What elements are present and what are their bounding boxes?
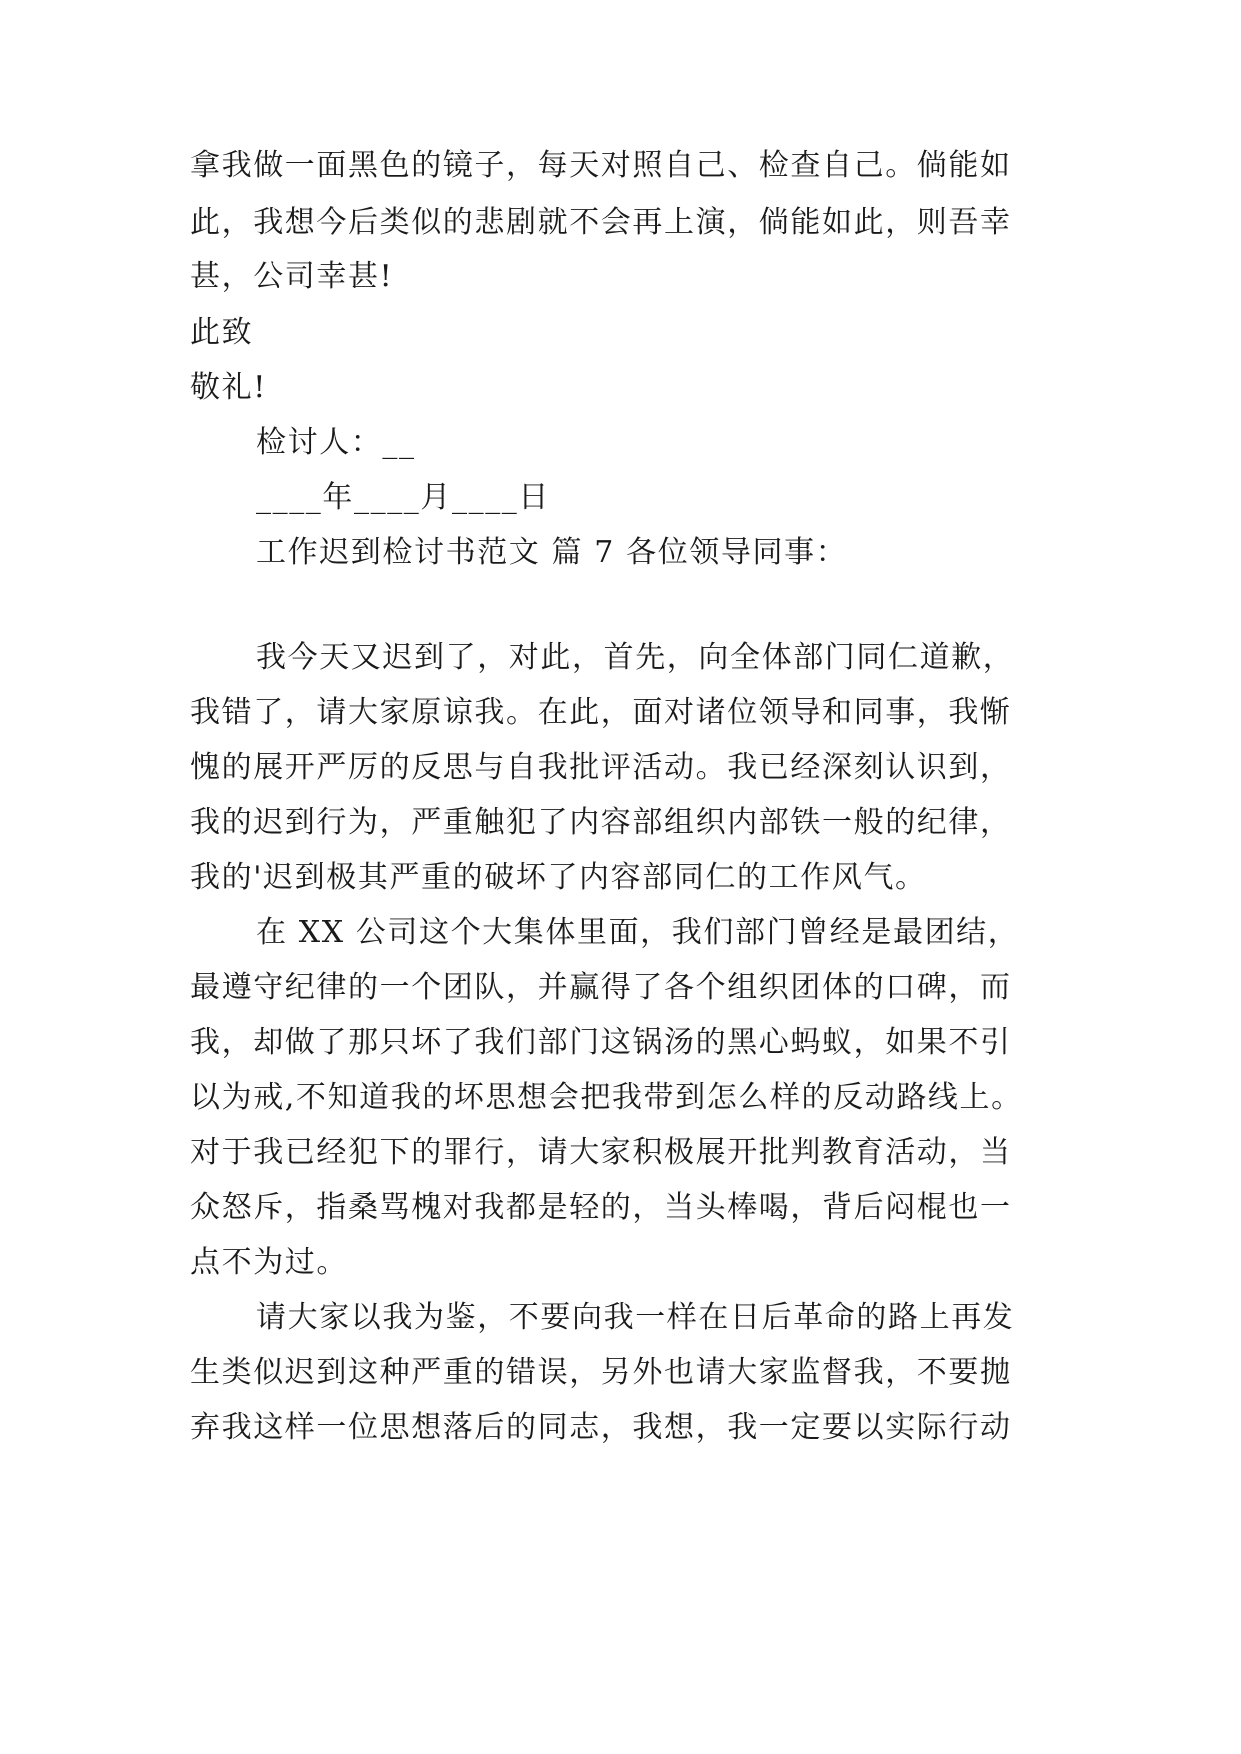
paragraph-2-line-2: 我错了，请大家原谅我。在此，面对诸位领导和同事，我惭 (190, 695, 1012, 730)
paragraph-2-line-3: 愧的展开严厉的反思与自我批评活动。我已经深刻认识到， (190, 750, 1012, 785)
paragraph-4-line-2: 生类似迟到这种严重的错误，另外也请大家监督我，不要抛 (190, 1355, 1012, 1390)
paragraph-2-line-5: 我的'迟到极其严重的破坏了内容部同仁的工作风气。 (190, 860, 927, 895)
paragraph-1-line-1: 拿我做一面黑色的镜子，每天对照自己、检查自己。倘能如 (190, 148, 1012, 183)
paragraph-3-line-2: 最遵守纪律的一个团队，并赢得了各个组织团体的口碑，而 (190, 970, 1012, 1005)
paragraph-3-line-4: 以为戒,不知道我的坏思想会把我带到怎么样的反动路线上。 (190, 1080, 1023, 1115)
paragraph-1-line-2: 此，我想今后类似的悲剧就不会再上演，倘能如此，则吾幸 (190, 205, 1012, 240)
signature-line: 检讨人：__ (256, 425, 416, 460)
paragraph-2-line-4: 我的迟到行为，严重触犯了内容部组织内部铁一般的纪律， (190, 805, 1012, 840)
paragraph-3-line-3: 我，却做了那只坏了我们部门这锅汤的黑心蚂蚁，如果不引 (190, 1025, 1012, 1060)
paragraph-3-line-1: 在 XX 公司这个大集体里面，我们部门曾经是最团结， (256, 915, 1020, 950)
paragraph-1-line-3: 甚，公司幸甚! (190, 259, 394, 294)
date-line: ____年____月____日 (256, 480, 550, 515)
paragraph-4-line-1: 请大家以我为鉴，不要向我一样在日后革命的路上再发 (256, 1300, 1015, 1335)
section-heading: 工作迟到检讨书范文 篇 7 各位领导同事： (256, 535, 848, 570)
paragraph-3-line-7: 点不为过。 (190, 1245, 348, 1280)
closing-regards: 敬礼! (190, 370, 267, 405)
paragraph-3-line-6: 众怒斥，指桑骂槐对我都是轻的，当头棒喝，背后闷棍也一 (190, 1190, 1012, 1225)
closing-salutation: 此致 (190, 315, 254, 350)
paragraph-4-line-3: 弃我这样一位思想落后的同志，我想，我一定要以实际行动 (190, 1410, 1012, 1445)
paragraph-3-line-5: 对于我已经犯下的罪行，请大家积极展开批判教育活动，当 (190, 1135, 1012, 1170)
paragraph-2-line-1: 我今天又迟到了，对此，首先，向全体部门同仁道歉， (256, 640, 1015, 675)
